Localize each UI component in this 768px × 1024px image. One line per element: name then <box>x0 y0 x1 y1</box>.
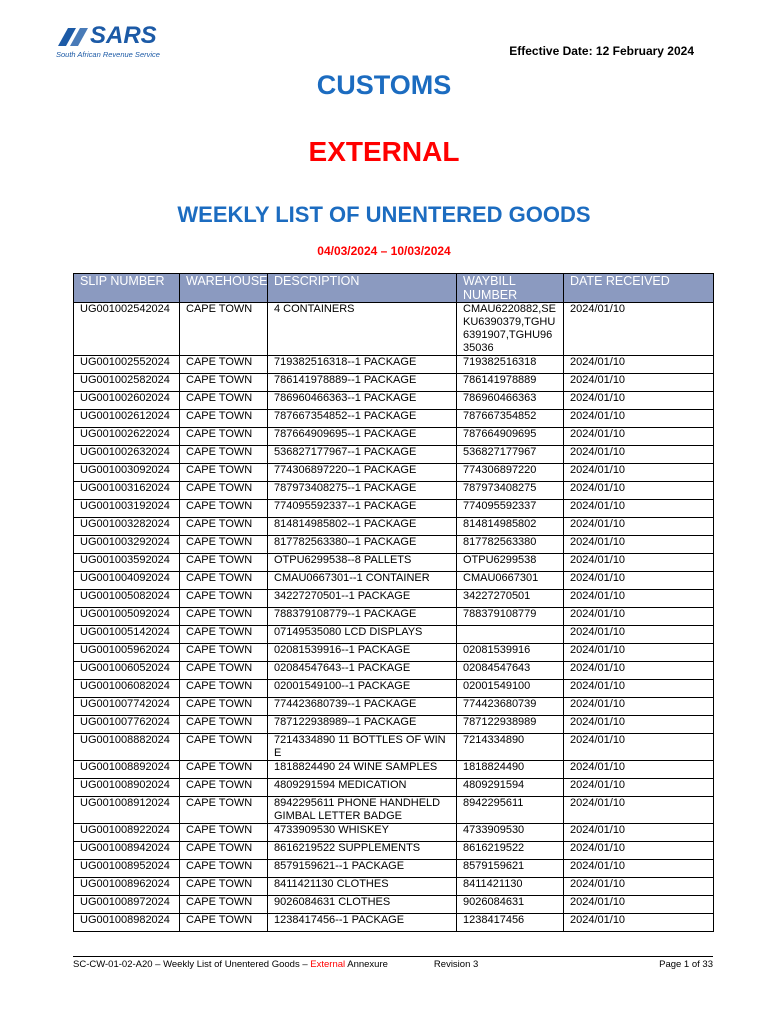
cell-slip-number: UG001003592024 <box>74 554 180 572</box>
cell-date-received: 2024/01/10 <box>564 410 714 428</box>
cell-slip-number: UG001005092024 <box>74 608 180 626</box>
cell-slip-number: UG001002552024 <box>74 356 180 374</box>
table-row <box>74 644 714 662</box>
title-external: EXTERNAL <box>308 136 460 167</box>
cell-waybill-number: 02084547643 <box>457 662 564 680</box>
cell-slip-number: UG001002612024 <box>74 410 180 428</box>
column-header-description: DESCRIPTION <box>268 274 457 303</box>
cell-waybill-number: 536827177967 <box>457 446 564 464</box>
cell-warehouse: CAPE TOWN <box>180 572 268 590</box>
cell-date-received: 2024/01/10 <box>564 662 714 680</box>
cell-slip-number: UG001008952024 <box>74 860 180 878</box>
cell-description: 7214334890 11 BOTTLES OF WINE <box>268 734 457 761</box>
cell-description: 786141978889--1 PACKAGE <box>268 374 457 392</box>
cell-slip-number: UG001006082024 <box>74 680 180 698</box>
cell-slip-number: UG001008902024 <box>74 779 180 797</box>
cell-slip-number: UG001008942024 <box>74 842 180 860</box>
cell-warehouse: CAPE TOWN <box>180 608 268 626</box>
table-row <box>74 518 714 536</box>
cell-warehouse: CAPE TOWN <box>180 842 268 860</box>
cell-description: 02084547643--1 PACKAGE <box>268 662 457 680</box>
cell-description: 02081539916--1 PACKAGE <box>268 644 457 662</box>
cell-waybill-number: 02001549100 <box>457 680 564 698</box>
cell-date-received: 2024/01/10 <box>564 392 714 410</box>
unentered-goods-table <box>73 273 714 932</box>
table-row <box>74 824 714 842</box>
table-row <box>74 500 714 518</box>
cell-warehouse: CAPE TOWN <box>180 374 268 392</box>
cell-description: 8579159621--1 PACKAGE <box>268 860 457 878</box>
cell-warehouse: CAPE TOWN <box>180 500 268 518</box>
table-row <box>74 878 714 896</box>
cell-warehouse: CAPE TOWN <box>180 536 268 554</box>
cell-warehouse: CAPE TOWN <box>180 356 268 374</box>
cell-date-received: 2024/01/10 <box>564 482 714 500</box>
cell-slip-number: UG001003162024 <box>74 482 180 500</box>
cell-description: 9026084631 CLOTHES <box>268 896 457 914</box>
column-header-date-received: DATE RECEIVED <box>564 274 714 303</box>
cell-warehouse: CAPE TOWN <box>180 761 268 779</box>
table-row <box>74 608 714 626</box>
cell-slip-number: UG001003192024 <box>74 500 180 518</box>
cell-slip-number: UG001003292024 <box>74 536 180 554</box>
table-row <box>74 734 714 761</box>
cell-waybill-number: 1238417456 <box>457 914 564 932</box>
table-row <box>74 662 714 680</box>
cell-date-received: 2024/01/10 <box>564 644 714 662</box>
cell-date-received: 2024/01/10 <box>564 896 714 914</box>
table-row <box>74 446 714 464</box>
cell-warehouse: CAPE TOWN <box>180 698 268 716</box>
table-row <box>74 464 714 482</box>
cell-date-received: 2024/01/10 <box>564 878 714 896</box>
logo-text: SARS <box>90 22 157 49</box>
cell-waybill-number: 788379108779 <box>457 608 564 626</box>
table-row <box>74 680 714 698</box>
cell-description: 817782563380--1 PACKAGE <box>268 536 457 554</box>
cell-warehouse: CAPE TOWN <box>180 482 268 500</box>
cell-slip-number: UG001005082024 <box>74 590 180 608</box>
cell-description: 4809291594 MEDICATION <box>268 779 457 797</box>
cell-description: 787973408275--1 PACKAGE <box>268 482 457 500</box>
table-row <box>74 303 714 356</box>
cell-description: 1818824490 24 WINE SAMPLES <box>268 761 457 779</box>
cell-waybill-number: 787667354852 <box>457 410 564 428</box>
cell-description: 4733909530 WHISKEY <box>268 824 457 842</box>
table-row <box>74 779 714 797</box>
cell-warehouse: CAPE TOWN <box>180 797 268 824</box>
cell-waybill-number: 774306897220 <box>457 464 564 482</box>
cell-description: 774306897220--1 PACKAGE <box>268 464 457 482</box>
cell-warehouse: CAPE TOWN <box>180 716 268 734</box>
table-row <box>74 716 714 734</box>
title-customs: CUSTOMS <box>316 70 452 100</box>
cell-date-received: 2024/01/10 <box>564 374 714 392</box>
cell-waybill-number: 774095592337 <box>457 500 564 518</box>
cell-slip-number: UG001005142024 <box>74 626 180 644</box>
cell-date-received: 2024/01/10 <box>564 797 714 824</box>
cell-waybill-number: 787664909695 <box>457 428 564 446</box>
cell-date-received: 2024/01/10 <box>564 518 714 536</box>
table-row <box>74 590 714 608</box>
table-row <box>74 374 714 392</box>
cell-warehouse: CAPE TOWN <box>180 410 268 428</box>
cell-description: 4 CONTAINERS <box>268 303 457 356</box>
title-weekly-list: WEEKLY LIST OF UNENTERED GOODS <box>177 202 591 227</box>
cell-description: 786960466363--1 PACKAGE <box>268 392 457 410</box>
cell-date-received: 2024/01/10 <box>564 860 714 878</box>
table-row <box>74 572 714 590</box>
table-row <box>74 896 714 914</box>
cell-description: 719382516318--1 PACKAGE <box>268 356 457 374</box>
cell-slip-number: UG001008972024 <box>74 896 180 914</box>
cell-date-received: 2024/01/10 <box>564 734 714 761</box>
logo-subtitle: South African Revenue Service <box>56 50 160 59</box>
cell-date-received: 2024/01/10 <box>564 716 714 734</box>
cell-slip-number: UG001008892024 <box>74 761 180 779</box>
cell-description: 787667354852--1 PACKAGE <box>268 410 457 428</box>
cell-description: 02001549100--1 PACKAGE <box>268 680 457 698</box>
cell-slip-number: UG001002602024 <box>74 392 180 410</box>
cell-slip-number: UG001007742024 <box>74 698 180 716</box>
column-header-slip-number: SLIP NUMBER <box>74 274 180 303</box>
cell-waybill-number: 8616219522 <box>457 842 564 860</box>
table-row <box>74 842 714 860</box>
cell-slip-number: UG001003092024 <box>74 464 180 482</box>
cell-warehouse: CAPE TOWN <box>180 464 268 482</box>
cell-warehouse: CAPE TOWN <box>180 662 268 680</box>
table-row <box>74 797 714 824</box>
cell-description: 8942295611 PHONE HANDHELD GIMBAL LETTER BADGE <box>268 797 457 824</box>
cell-waybill-number: 9026084631 <box>457 896 564 914</box>
table-row <box>74 536 714 554</box>
cell-waybill-number: 817782563380 <box>457 536 564 554</box>
cell-description: 814814985802--1 PACKAGE <box>268 518 457 536</box>
cell-warehouse: CAPE TOWN <box>180 860 268 878</box>
cell-warehouse: CAPE TOWN <box>180 680 268 698</box>
cell-waybill-number: 787122938989 <box>457 716 564 734</box>
table-row <box>74 356 714 374</box>
cell-slip-number: UG001008882024 <box>74 734 180 761</box>
table-body <box>74 303 714 932</box>
cell-date-received: 2024/01/10 <box>564 680 714 698</box>
cell-slip-number: UG001007762024 <box>74 716 180 734</box>
cell-waybill-number: 8942295611 <box>457 797 564 824</box>
cell-warehouse: CAPE TOWN <box>180 779 268 797</box>
cell-slip-number: UG001004092024 <box>74 572 180 590</box>
cell-waybill-number: 02081539916 <box>457 644 564 662</box>
cell-waybill-number: 786141978889 <box>457 374 564 392</box>
cell-date-received: 2024/01/10 <box>564 536 714 554</box>
cell-waybill-number: 4809291594 <box>457 779 564 797</box>
cell-slip-number: UG001003282024 <box>74 518 180 536</box>
cell-description: 774095592337--1 PACKAGE <box>268 500 457 518</box>
sars-logo <box>54 22 164 62</box>
cell-date-received: 2024/01/10 <box>564 500 714 518</box>
cell-warehouse: CAPE TOWN <box>180 644 268 662</box>
cell-waybill-number: 4733909530 <box>457 824 564 842</box>
cell-description: 1238417456--1 PACKAGE <box>268 914 457 932</box>
cell-date-received: 2024/01/10 <box>564 626 714 644</box>
cell-waybill-number: 787973408275 <box>457 482 564 500</box>
cell-waybill-number: CMAU6220882,SEKU6390379,TGHU6391907,TGHU9635036 <box>457 303 564 356</box>
cell-waybill-number: 7214334890 <box>457 734 564 761</box>
cell-slip-number: UG001002542024 <box>74 303 180 356</box>
cell-waybill-number: 8579159621 <box>457 860 564 878</box>
footer-page-number: Page 1 of 33 <box>659 959 713 970</box>
cell-waybill-number <box>457 626 564 644</box>
footer-document-reference <box>73 959 478 970</box>
footer-ref-external: External <box>310 959 346 970</box>
footer-ref-prefix: SC-CW-01-02-A20 – Weekly List of Unentered Goods – <box>73 959 311 970</box>
table-row <box>74 698 714 716</box>
cell-description: 787122938989--1 PACKAGE <box>268 716 457 734</box>
cell-date-received: 2024/01/10 <box>564 554 714 572</box>
cell-warehouse: CAPE TOWN <box>180 590 268 608</box>
cell-slip-number: UG001006052024 <box>74 662 180 680</box>
table-header-row <box>74 274 714 303</box>
cell-slip-number: UG001008922024 <box>74 824 180 842</box>
column-header-warehouse: WAREHOUSE <box>180 274 268 303</box>
cell-warehouse: CAPE TOWN <box>180 734 268 761</box>
cell-description: OTPU6299538--8 PALLETS <box>268 554 457 572</box>
table-row <box>74 761 714 779</box>
cell-slip-number: UG001008962024 <box>74 878 180 896</box>
cell-warehouse: CAPE TOWN <box>180 878 268 896</box>
cell-description: 787664909695--1 PACKAGE <box>268 428 457 446</box>
cell-description: 07149535080 LCD DISPLAYS <box>268 626 457 644</box>
cell-waybill-number: 719382516318 <box>457 356 564 374</box>
cell-description: CMAU0667301--1 CONTAINER <box>268 572 457 590</box>
cell-warehouse: CAPE TOWN <box>180 626 268 644</box>
cell-warehouse: CAPE TOWN <box>180 554 268 572</box>
cell-date-received: 2024/01/10 <box>564 590 714 608</box>
cell-warehouse: CAPE TOWN <box>180 392 268 410</box>
cell-warehouse: CAPE TOWN <box>180 303 268 356</box>
cell-date-received: 2024/01/10 <box>564 446 714 464</box>
table-row <box>74 482 714 500</box>
sars-swoosh-icon <box>54 24 90 50</box>
effective-date: Effective Date: 12 February 2024 <box>509 44 694 58</box>
cell-description: 8616219522 SUPPLEMENTS <box>268 842 457 860</box>
cell-slip-number: UG001005962024 <box>74 644 180 662</box>
cell-warehouse: CAPE TOWN <box>180 428 268 446</box>
cell-date-received: 2024/01/10 <box>564 428 714 446</box>
page-footer <box>73 956 713 971</box>
cell-slip-number: UG001008982024 <box>74 914 180 932</box>
footer-ref-suffix: Annexure <box>345 959 388 970</box>
cell-description: 8411421130 CLOTHES <box>268 878 457 896</box>
cell-date-received: 2024/01/10 <box>564 356 714 374</box>
cell-slip-number: UG001002632024 <box>74 446 180 464</box>
column-header-waybill-number: WAYBILL NUMBER <box>457 274 564 303</box>
cell-waybill-number: 774423680739 <box>457 698 564 716</box>
cell-waybill-number: 34227270501 <box>457 590 564 608</box>
table-row <box>74 410 714 428</box>
cell-date-received: 2024/01/10 <box>564 842 714 860</box>
cell-warehouse: CAPE TOWN <box>180 896 268 914</box>
cell-warehouse: CAPE TOWN <box>180 518 268 536</box>
table-row <box>74 626 714 644</box>
cell-warehouse: CAPE TOWN <box>180 446 268 464</box>
table-row <box>74 392 714 410</box>
table-row <box>74 428 714 446</box>
cell-slip-number: UG001008912024 <box>74 797 180 824</box>
table-row <box>74 554 714 572</box>
cell-slip-number: UG001002582024 <box>74 374 180 392</box>
cell-warehouse: CAPE TOWN <box>180 824 268 842</box>
cell-waybill-number: OTPU6299538 <box>457 554 564 572</box>
table-row <box>74 860 714 878</box>
cell-date-received: 2024/01/10 <box>564 303 714 356</box>
cell-description: 536827177967--1 PACKAGE <box>268 446 457 464</box>
cell-date-received: 2024/01/10 <box>564 698 714 716</box>
cell-description: 774423680739--1 PACKAGE <box>268 698 457 716</box>
cell-date-received: 2024/01/10 <box>564 914 714 932</box>
cell-waybill-number: CMAU0667301 <box>457 572 564 590</box>
cell-waybill-number: 1818824490 <box>457 761 564 779</box>
cell-date-received: 2024/01/10 <box>564 464 714 482</box>
cell-date-received: 2024/01/10 <box>564 608 714 626</box>
cell-slip-number: UG001002622024 <box>74 428 180 446</box>
cell-warehouse: CAPE TOWN <box>180 914 268 932</box>
cell-waybill-number: 786960466363 <box>457 392 564 410</box>
cell-description: 788379108779--1 PACKAGE <box>268 608 457 626</box>
cell-waybill-number: 814814985802 <box>457 518 564 536</box>
cell-date-received: 2024/01/10 <box>564 761 714 779</box>
footer-revision: Revision 3 <box>433 959 479 970</box>
cell-date-received: 2024/01/10 <box>564 824 714 842</box>
cell-description: 34227270501--1 PACKAGE <box>268 590 457 608</box>
cell-waybill-number: 8411421130 <box>457 878 564 896</box>
cell-date-received: 2024/01/10 <box>564 572 714 590</box>
table-row <box>74 914 714 932</box>
date-range: 04/03/2024 – 10/03/2024 <box>317 244 451 258</box>
cell-date-received: 2024/01/10 <box>564 779 714 797</box>
